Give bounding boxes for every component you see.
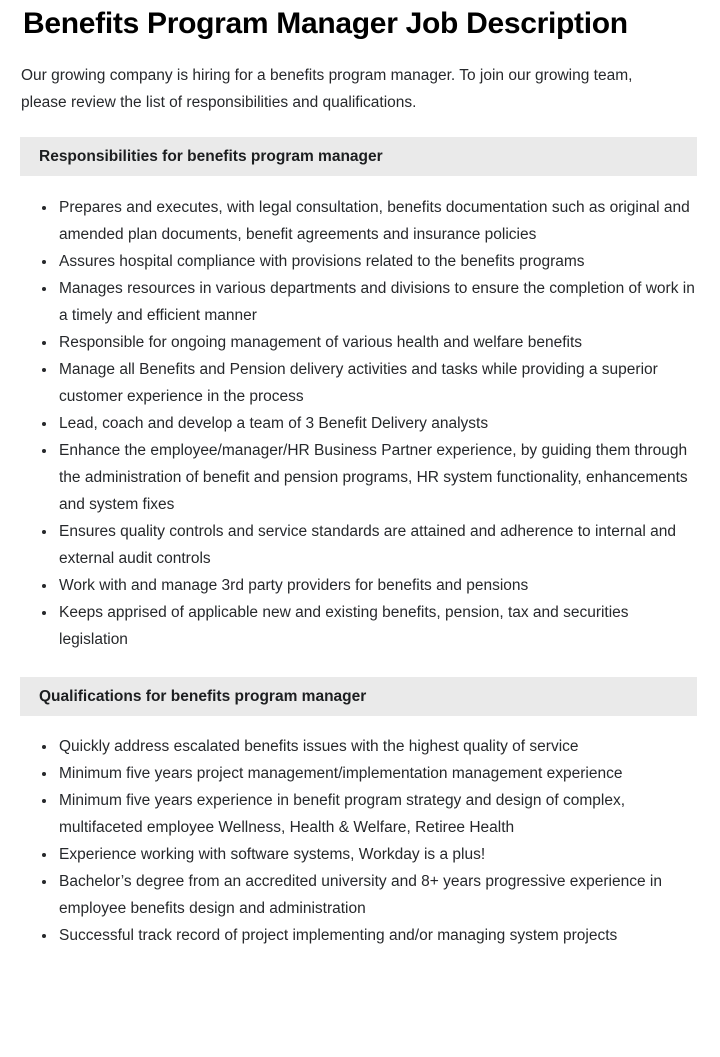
list-item: Minimum five years project management/implementation management experience bbox=[0, 760, 700, 787]
intro-paragraph: Our growing company is hiring for a benefits program manager. To join our growing team, please review the list of responsibilities and qualifications. bbox=[21, 67, 633, 111]
list-item: Keeps apprised of applicable new and existing benefits, pension, tax and securities legislation bbox=[0, 599, 700, 653]
list-item: Assures hospital compliance with provisions related to the benefits programs bbox=[0, 248, 700, 275]
list-item: Prepares and executes, with legal consultation, benefits documentation such as original and amended plan documents, benefit agreements and insurance policies bbox=[0, 194, 700, 248]
section-heading-label: Responsibilities for benefits program manager bbox=[39, 148, 383, 165]
section-header-responsibilities bbox=[20, 137, 697, 176]
list-item: Quickly address escalated benefits issues with the highest quality of service bbox=[0, 733, 700, 760]
list-item: Ensures quality controls and service standards are attained and adherence to internal and external audit controls bbox=[0, 518, 700, 572]
section-header-qualifications bbox=[20, 677, 697, 716]
list-item: Manages resources in various departments and divisions to ensure the completion of work in a timely and efficient manner bbox=[0, 275, 700, 329]
section-heading-label: Qualifications for benefits program manager bbox=[39, 688, 367, 705]
list-item: Bachelor’s degree from an accredited university and 8+ years progressive experience in employee benefits design and administration bbox=[0, 868, 700, 922]
list-item: Work with and manage 3rd party providers for benefits and pensions bbox=[0, 572, 700, 599]
page-title: Benefits Program Manager Job Description bbox=[23, 7, 628, 40]
list-item: Enhance the employee/manager/HR Business Partner experience, by guiding them through the administration of benefit and pension programs, HR system functionality, enhancements and system fixes bbox=[0, 437, 700, 518]
qualifications-list bbox=[0, 716, 720, 949]
list-item: Manage all Benefits and Pension delivery activities and tasks while providing a superior customer experience in the process bbox=[0, 356, 700, 410]
section-qualifications bbox=[0, 677, 720, 949]
list-item: Lead, coach and develop a team of 3 Benefit Delivery analysts bbox=[0, 410, 700, 437]
list-item: Responsible for ongoing management of various health and welfare benefits bbox=[0, 329, 700, 356]
list-item: Successful track record of project implementing and/or managing system projects bbox=[0, 922, 700, 949]
list-item: Minimum five years experience in benefit program strategy and design of complex, multifaceted employee Wellness, Health & Welfare, Retiree Health bbox=[0, 787, 700, 841]
list-item: Experience working with software systems, Workday is a plus! bbox=[0, 841, 700, 868]
section-responsibilities bbox=[0, 137, 720, 653]
responsibilities-list bbox=[0, 176, 720, 653]
